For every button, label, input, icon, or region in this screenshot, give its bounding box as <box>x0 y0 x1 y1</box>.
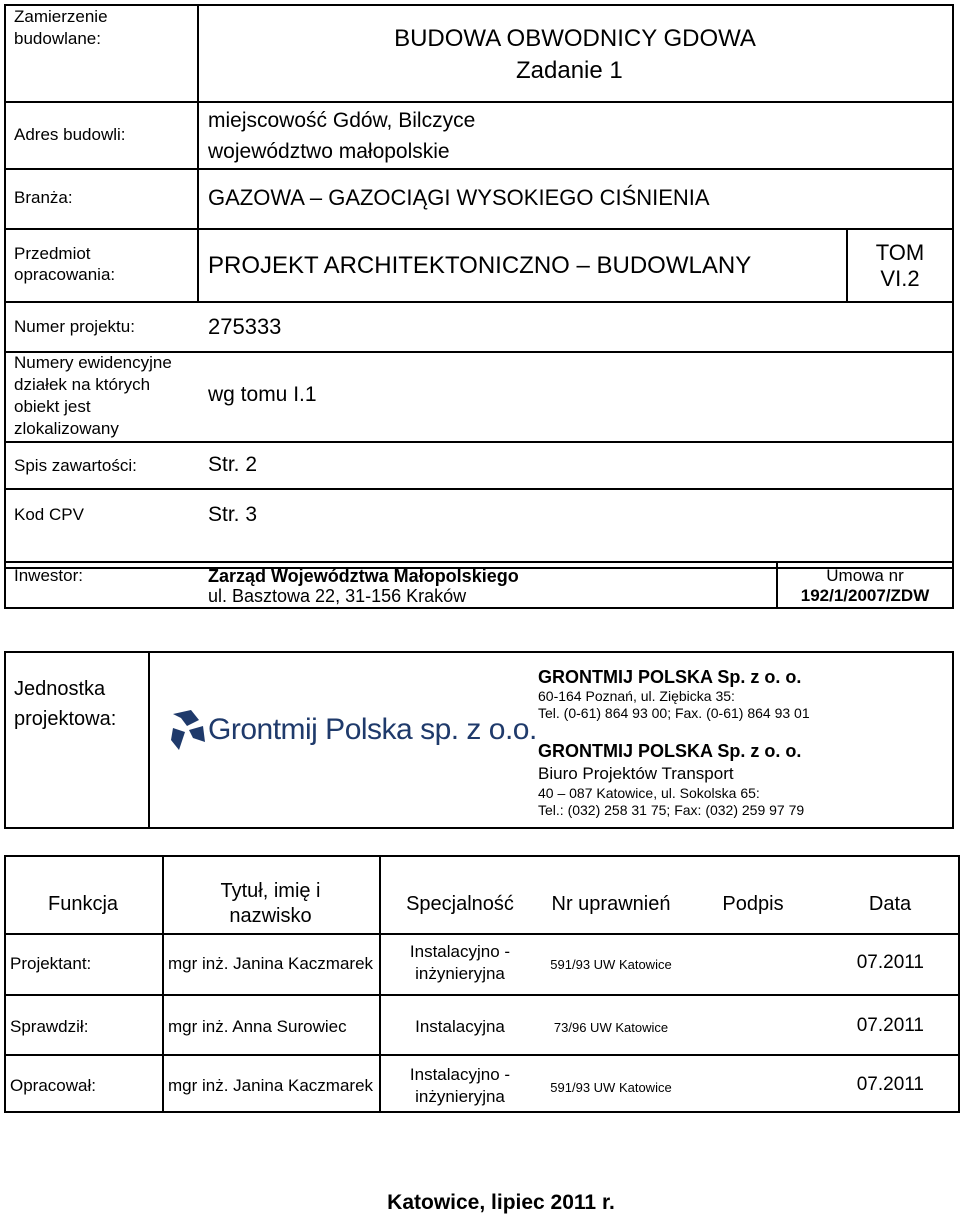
col-data-header: Data <box>868 893 912 915</box>
table-row-data: 07.2011 <box>856 952 924 973</box>
logo-wordmark: Grontmij Polska sp. z o.o. <box>208 713 537 746</box>
numer-projektu-value: 275333 <box>208 314 282 339</box>
row-divider <box>4 101 954 103</box>
table-divider <box>4 933 960 935</box>
office2-department: Biuro Projektów Transport <box>538 764 734 783</box>
przedmiot-label-2: opracowania: <box>14 265 116 284</box>
przedmiot-value: PROJEKT ARCHITEKTONICZNO – BUDOWLANY <box>208 252 752 279</box>
tom-label: TOM <box>875 240 925 265</box>
table-row-specjalnosc: Instalacyjna <box>415 1017 505 1036</box>
zamierzenie-label: Zamierzenie budowlane: <box>14 7 108 48</box>
table-row-nr: 591/93 UW Katowice <box>550 1080 672 1095</box>
tom-value: VI.2 <box>880 266 920 291</box>
col-nr-header: Nr uprawnień <box>551 893 671 915</box>
row-divider <box>4 301 954 303</box>
adres-line2: województwo małopolskie <box>208 140 450 163</box>
umowa-label: Umowa nr <box>826 566 904 585</box>
table-row-specjalnosc: Instalacyjno - <box>409 942 511 961</box>
investor-name: Zarząd Województwa Małopolskiego <box>208 566 519 586</box>
table-divider <box>4 1054 960 1056</box>
office2-name: GRONTMIJ POLSKA Sp. z o. o. <box>538 741 802 761</box>
design-unit-label: Jednostka <box>14 678 106 700</box>
investor-label: Inwestor: <box>14 566 83 585</box>
spis-label: Spis zawartości: <box>14 456 137 475</box>
spis-value: Str. 2 <box>208 453 258 476</box>
table-row-nr: 73/96 UW Katowice <box>553 1020 669 1035</box>
office2-address: 40 – 087 Katowice, ul. Sokolska 65: <box>538 785 760 801</box>
col-specjalnosc-header: Specjalność <box>406 893 514 915</box>
design-unit-divider <box>148 651 150 829</box>
row-divider <box>4 228 954 230</box>
row-divider <box>4 488 954 490</box>
table-row-funkcja: Sprawdził: <box>10 1017 89 1036</box>
adres-label: Adres budowli: <box>14 125 126 144</box>
dzialki-label-3: obiekt jest <box>14 397 91 416</box>
table-row-funkcja: Projektant: <box>10 954 92 973</box>
table-row-data: 07.2011 <box>856 1074 924 1095</box>
table-row-osoba: mgr inż. Janina Kaczmarek <box>168 954 374 973</box>
col-tytul-header: Tytuł, imię i <box>220 880 321 902</box>
table-divider <box>4 994 960 996</box>
table-row-data: 07.2011 <box>856 1015 924 1036</box>
col-funkcja-header: Funkcja <box>47 893 119 915</box>
table-row-osoba: mgr inż. Janina Kaczmarek <box>168 1076 374 1095</box>
row-divider <box>4 441 954 443</box>
place-date: Katowice, lipiec 2011 r. <box>387 1191 615 1214</box>
przedmiot-label: Przedmiot <box>14 244 91 263</box>
col-tytul-header-2: nazwisko <box>229 905 312 927</box>
grontmij-logo-icon <box>171 710 205 750</box>
col-podpis-header: Podpis <box>722 893 784 915</box>
design-unit-label-2: projektowa: <box>14 708 117 730</box>
table-row-specjalnosc-2: inżynieryjna <box>415 1087 505 1106</box>
column-divider <box>379 855 381 1113</box>
cpv-value: Str. 3 <box>208 503 258 526</box>
dzialki-label: Numery ewidencyjne <box>14 353 172 372</box>
office1-address: 60-164 Poznań, ul. Ziębicka 35: <box>538 688 735 704</box>
dzialki-label-4: zlokalizowany <box>14 419 119 438</box>
numer-projektu-label: Numer projektu: <box>14 317 135 336</box>
cpv-label: Kod CPV <box>14 505 84 524</box>
project-title: BUDOWA OBWODNICY GDOWA <box>394 25 756 52</box>
table-row-osoba: mgr inż. Anna Surowiec <box>168 1017 347 1036</box>
investor-address: ul. Basztowa 22, 31-156 Kraków <box>208 586 467 606</box>
project-subtitle: Zadanie 1 <box>516 57 623 84</box>
table-row-specjalnosc-2: inżynieryjna <box>415 964 505 983</box>
office1-phone: Tel. (0-61) 864 93 00; Fax. (0-61) 864 93 01 <box>538 705 810 721</box>
adres-line1: miejscowość Gdów, Bilczyce <box>208 109 476 132</box>
table-row-funkcja: Opracował: <box>10 1076 96 1095</box>
branza-value: GAZOWA – GAZOCIĄGI WYSOKIEGO CIŚNIENIA <box>208 185 710 210</box>
row-divider <box>4 168 954 170</box>
dzialki-label-2: działek na których <box>14 375 151 394</box>
header-table <box>4 4 954 569</box>
office2-phone: Tel.: (032) 258 31 75; Fax: (032) 259 97 79 <box>538 802 805 818</box>
table-row-specjalnosc: Instalacyjno - <box>409 1065 511 1084</box>
table-row-nr: 591/93 UW Katowice <box>550 957 672 972</box>
branza-label: Branża: <box>14 188 73 207</box>
umowa-value: 192/1/2007/ZDW <box>800 586 930 605</box>
dzialki-value: wg tomu I.1 <box>208 383 317 406</box>
office1-name: GRONTMIJ POLSKA Sp. z o. o. <box>538 667 802 687</box>
header-divider-vertical <box>197 4 199 302</box>
